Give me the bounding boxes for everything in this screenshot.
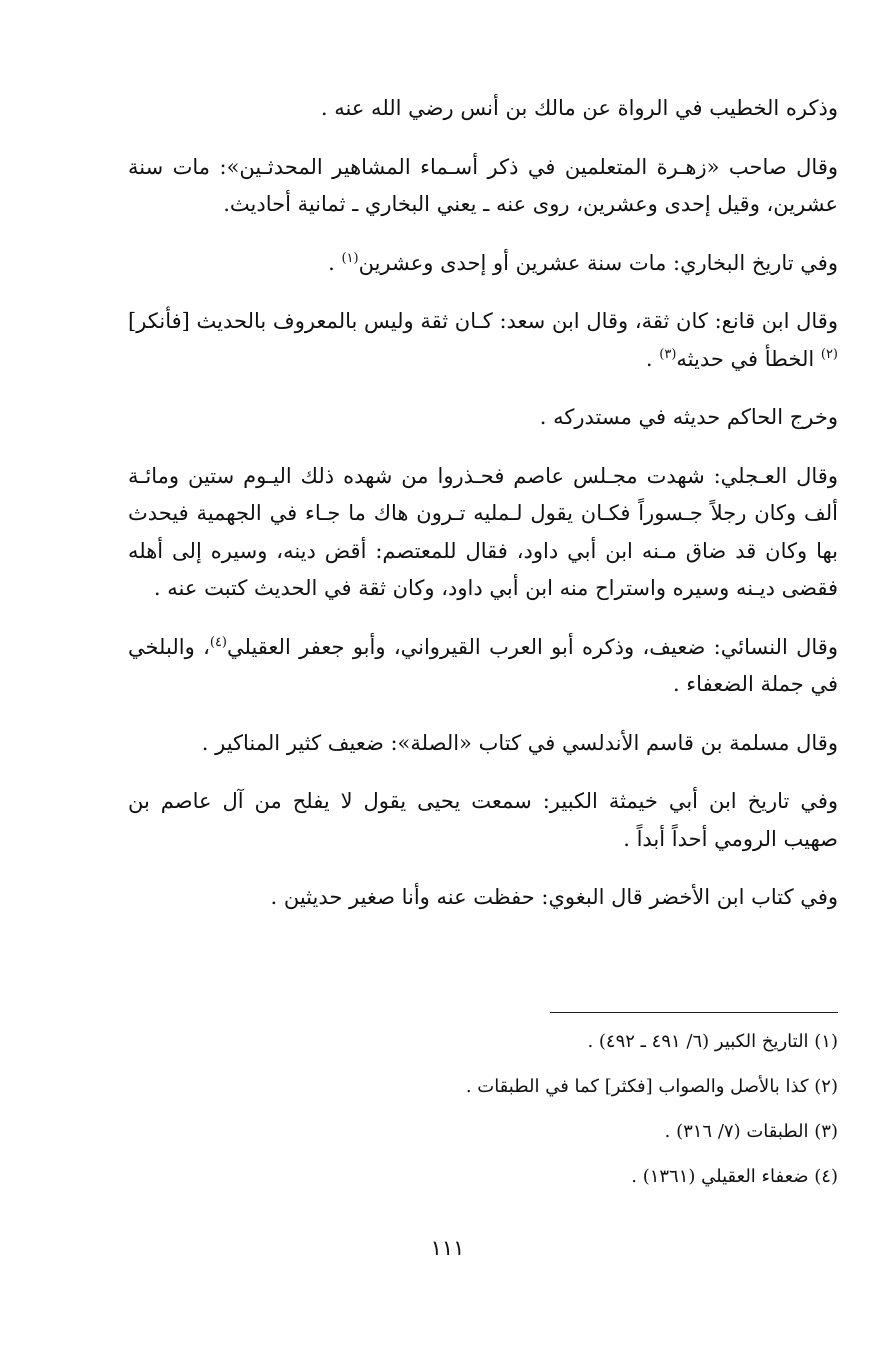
- main-text: [128, 90, 838, 938]
- footnote-ref-2[interactable]: (٢): [820, 346, 838, 362]
- footnote-ref-4[interactable]: (٤): [209, 634, 227, 650]
- footnote-ref-3[interactable]: (٣): [659, 346, 677, 362]
- footnote-divider: [550, 1012, 838, 1013]
- footnotes: [128, 1030, 838, 1210]
- paragraph-6: وقال العـجلي: شهدت مجـلس عاصم فحـذروا من شهده ذلك اليـوم ستين ومائـة ألف وكان رجلاً جـسوراً فكـان يقول لـمليه تـرون هاك ما جـاء في الجهمية فيحدث بها وكان قد ضاق مـنه ابن أبي داود، فقال للمعتصم: أقض دينه، وسيره إلى أهله فقضى ديـنه وسيره واستراح منه ابن أبي داود، وكان ثقة في الحديث كتبت عنه .: [128, 463, 838, 600]
- paragraph-4: وقال ابن قانع: كان ثقة، وقال ابن سعد: كـان ثقة وليس بالمعروف بالحديث [فأنكر]$^{(٢)}$ الخطأ في حديثه$^{(٣)}$ .: [128, 309, 838, 371]
- paragraph-5: وخرج الحاكم حديثه في مستدركه .: [539, 405, 838, 429]
- footnote-3: (٣) الطبقات (٧/ ٣١٦) .: [664, 1121, 838, 1142]
- paragraph-10: وفي كتاب ابن الأخضر قال البغوي: حفظت عنه وأنا صغير حديثين .: [270, 885, 838, 909]
- footnote-4: (٤) ضعفاء العقيلي (١٣٦١) .: [631, 1166, 838, 1187]
- paragraph-7: وقال النسائي: ضعيف، وذكره أبو العرب القيرواني، وأبو جعفر العقيلي$^{(٤)}$، والبلخي في جملة الضعفاء .: [128, 634, 838, 696]
- paragraph-3: وفي تاريخ البخاري: مات سنة عشرين أو إحدى وعشرين$^{(١)}$ .: [328, 250, 838, 275]
- footnote-1: (١) التاريخ الكبير (٦/ ٤٩١ ـ ٤٩٢) .: [587, 1031, 838, 1052]
- footnote-ref-1[interactable]: (١): [341, 250, 359, 266]
- page-number: ١١١: [430, 1236, 465, 1260]
- paragraph-2: وقال صاحب «زهـرة المتعلمين في ذكر أسـماء المشاهير المحدثـين»: مات سنة عشرين، وقيل إحدى وعشرين، روى عنه ـ يعني البخاري ـ ثمانية أحاديث.: [128, 154, 838, 216]
- paragraph-9: وفي تاريخ ابن أبي خيمثة الكبير: سمعت يحيى يقول لا يفلح من آل عاصم بن صهيب الرومي أحداً أبداً .: [128, 789, 838, 851]
- paragraph-8: وقال مسلمة بن قاسم الأندلسي في كتاب «الصلة»: ضعيف كثير المناكير .: [201, 730, 838, 755]
- footnote-2: (٢) كذا بالأصل والصواب [فكثر] كما في الطبقات .: [465, 1076, 838, 1097]
- paragraph-1: وذكره الخطيب في الرواة عن مالك بن أنس رضي الله عنه .: [320, 96, 838, 120]
